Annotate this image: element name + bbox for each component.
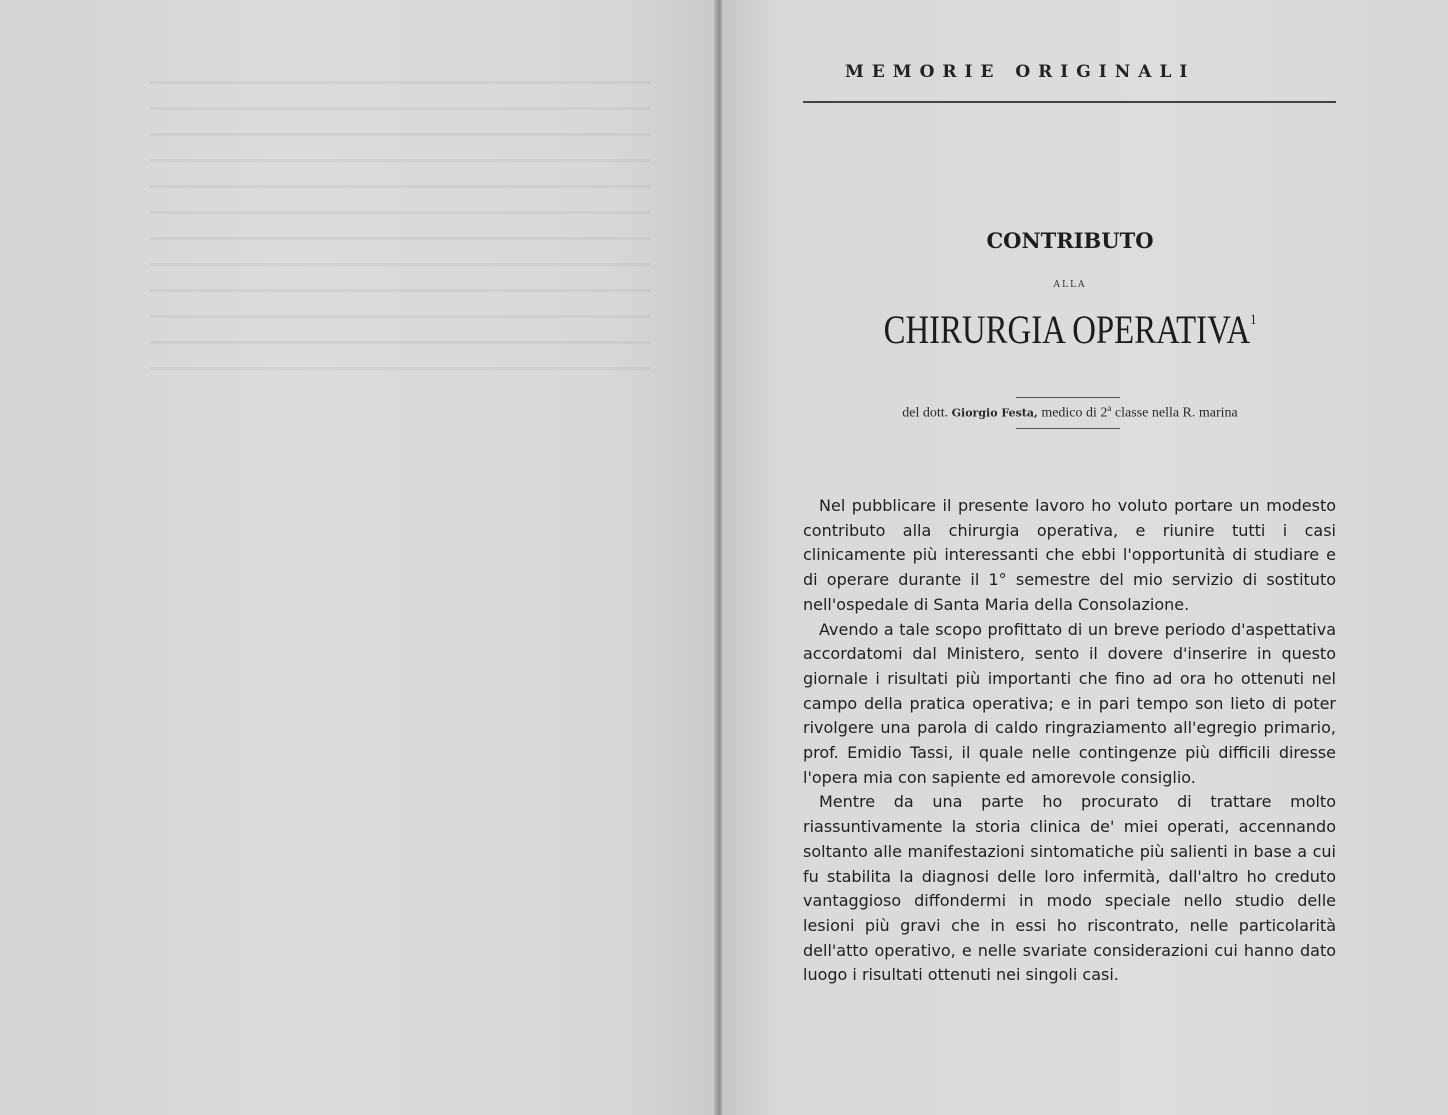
paragraph-2: Avendo a tale scopo profittato di un breve periodo d'aspettativa accordatomi dal Ministero, sento il dovere d'inserire in questo giornale i risultati più importanti che fino ad ora ho ottenuti nel campo della pratica operativa; e in pari tempo son lieto di poter rivolgere una parola di caldo ringraziamento all'egregio primario, prof. Emidio Tassi, il quale nelle contingenze più difficili diresse l'opera mia con sapiente ed amorevole consiglio.	[803, 619, 1336, 787]
author-name: Giorgio Festa,	[951, 406, 1038, 420]
article-body	[803, 494, 1336, 988]
author-rule-bottom	[1016, 428, 1120, 429]
show-through-texture	[150, 70, 650, 370]
author-role-num: 2	[1100, 405, 1108, 421]
main-title-text: CHIRURGIA OPERATIVA	[883, 307, 1251, 352]
left-page-blank	[0, 0, 718, 1115]
main-title	[849, 306, 1292, 353]
title-line-2: ALLA	[1053, 280, 1087, 290]
title-line-1: CONTRIBUTO	[986, 228, 1154, 253]
author-rule-top	[1016, 397, 1120, 398]
author-prefix: del dott.	[902, 405, 949, 421]
author-role-sup: a	[1107, 403, 1112, 413]
running-header: MEMORIE ORIGINALI	[845, 62, 1196, 82]
author-line	[800, 403, 1340, 422]
title-footnote-mark: 1	[1250, 312, 1257, 328]
header-rule	[803, 101, 1336, 103]
author-role-post: classe nella R. marina	[1114, 405, 1238, 421]
paragraph-1: Nel pubblicare il presente lavoro ho voluto portare un modesto contributo alla chirurgia operativa, e riunire tutti i casi clinicamente più interessanti che ebbi l'opportunità di studiare e di operare durante il 1° semestre del mio servizio di sostituto nell'ospedale di Santa Maria della Consolazione.	[803, 496, 1336, 614]
author-role-pre: medico di	[1041, 405, 1097, 421]
paragraph-3: Mentre da una parte ho procurato di trattare molto riassuntivamente la storia clinica de' miei operati, accennando soltanto alle manifestazioni sintomatiche più salienti in base a cui fu stabilita la diagnosi delle loro infermità, dall'altro ho creduto vantaggioso diffondermi in modo speciale nello studio delle lesioni più gravi che in essi ho riscontrato, nelle particolarità dell'atto operativo, e nelle svariate considerazioni cui hanno dato luogo i risultati ottenuti nei singoli casi.	[803, 792, 1336, 985]
